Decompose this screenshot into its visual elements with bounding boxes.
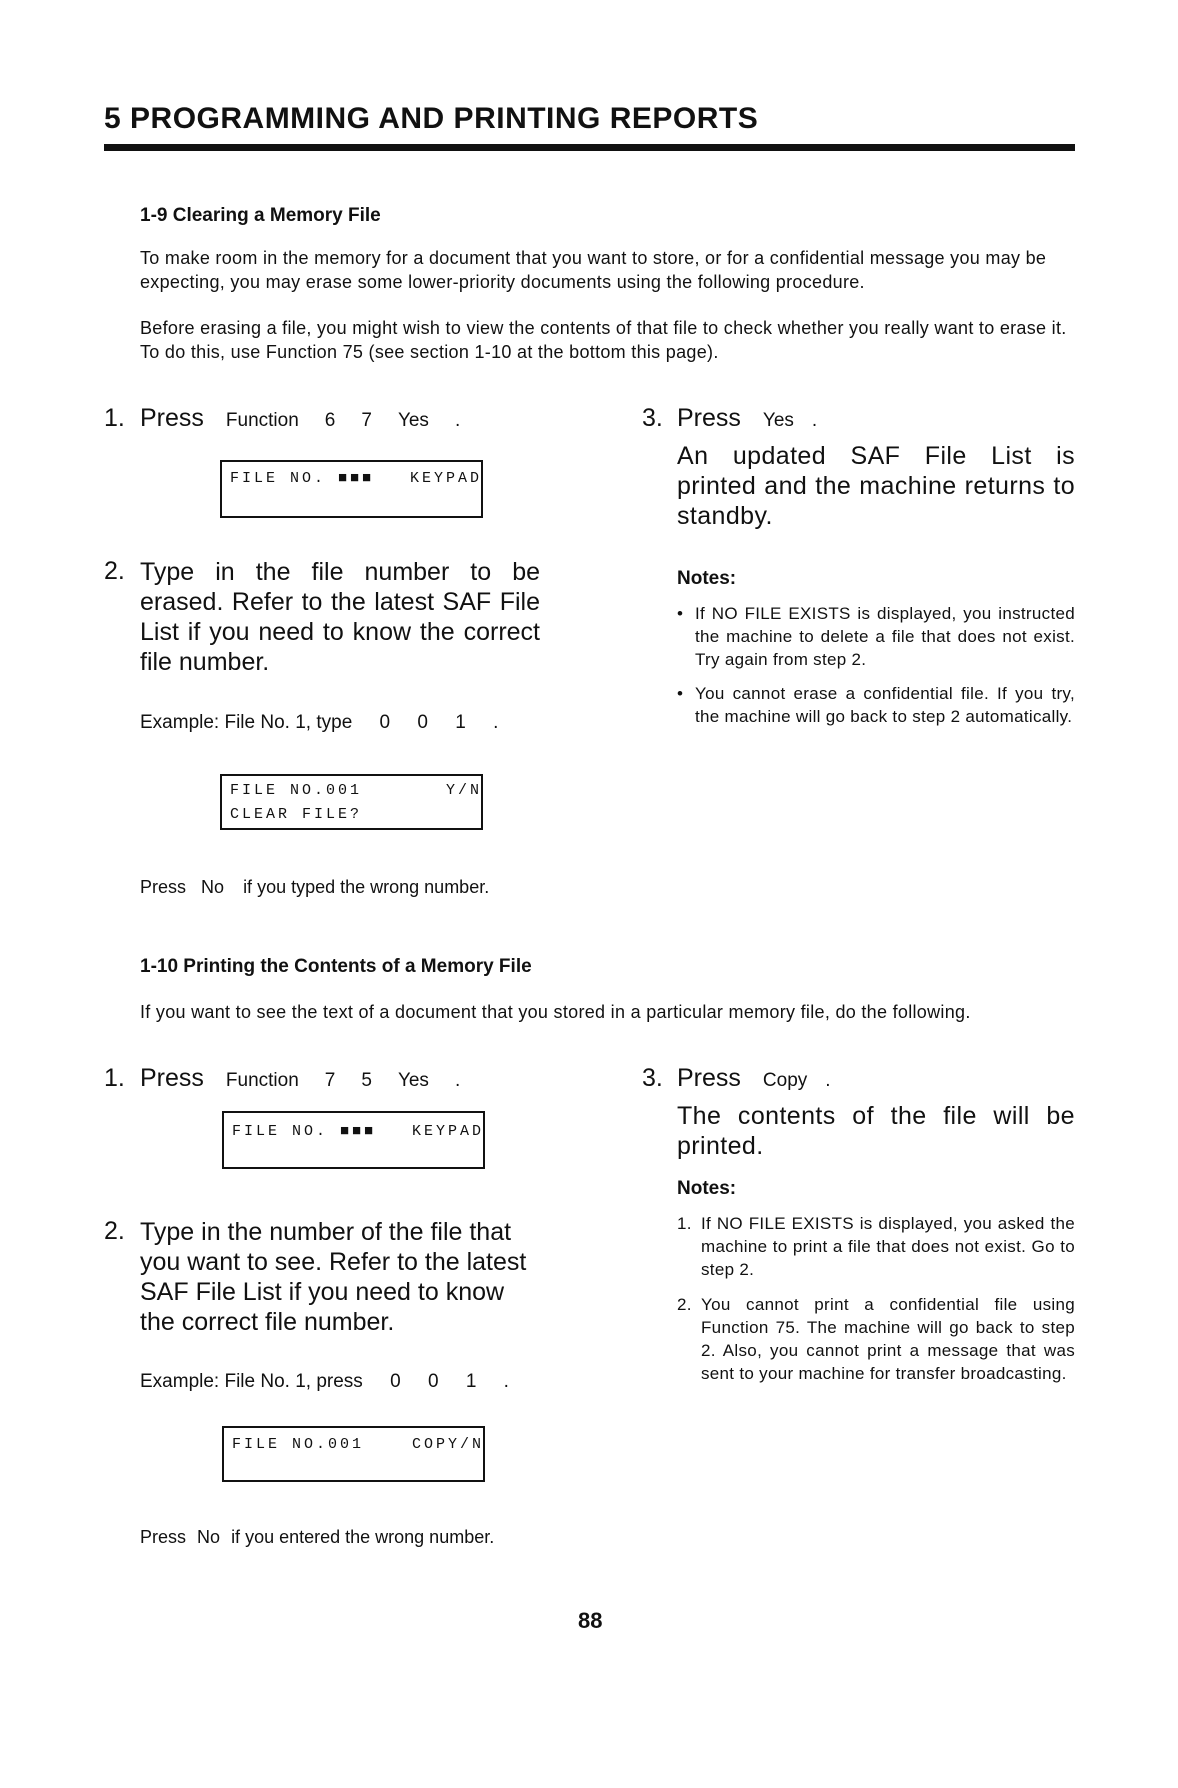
bullet-marker: •	[677, 604, 684, 623]
example-label: Example: File No. 1, press	[140, 1371, 363, 1392]
note-text: If NO FILE EXISTS is displayed, you asked the machine to print a file that does not exist. Go to step 2.	[701, 1214, 1075, 1279]
digit-key: 0	[379, 712, 391, 733]
digit-key: 1	[465, 1371, 477, 1392]
lcd-display	[220, 774, 483, 830]
intro-paragraph: Before erasing a file, you might wish to view the contents of that file to check whether you really want to erase it. To do this, use Function 75 (see section 1-10 at the bottom this page).	[140, 318, 1067, 362]
digit-key: 0	[390, 1371, 401, 1392]
period: .	[811, 410, 818, 431]
digit-key: 1	[455, 712, 466, 733]
key-sequence	[677, 1064, 831, 1093]
chapter-rule	[104, 144, 1075, 151]
intro-paragraph: If you want to see the text of a document that you stored in a particular memory file, do the following.	[140, 1002, 971, 1022]
period: .	[503, 1371, 509, 1392]
key-sequence	[140, 1064, 460, 1093]
note-item	[677, 602, 1075, 671]
chapter-title: 5 PROGRAMMING AND PRINTING REPORTS	[104, 102, 759, 135]
note-item	[677, 682, 1075, 728]
note-item	[677, 1293, 1075, 1385]
step-text: An updated SAF File List is printed and the machine returns to standby.	[677, 442, 1075, 530]
press-label: Press	[140, 1527, 187, 1547]
note-number: 1.	[677, 1214, 692, 1233]
press-label: Press	[140, 877, 187, 897]
press-no-line	[140, 877, 489, 898]
press-label: Press	[677, 1064, 741, 1092]
digit-key: 0	[427, 1371, 439, 1392]
step-number: 2.	[104, 557, 125, 585]
period: .	[825, 1070, 831, 1091]
note-text: If NO FILE EXISTS is displayed, you instructed the machine to delete a file that does not exist. Try again from step 2.	[695, 604, 1075, 669]
notes-heading: Notes:	[677, 568, 737, 589]
step-number: 3.	[642, 404, 663, 432]
lcd-line-1: FILE NO. ■■■ KEYPAD	[230, 470, 483, 487]
example-line	[140, 1371, 509, 1393]
lcd-display	[220, 460, 483, 518]
yes-key: Yes	[762, 410, 794, 431]
digit-key: 6	[324, 410, 336, 431]
page-number: 88	[578, 1608, 603, 1633]
lcd-line-1: FILE NO.001 Y/N	[230, 782, 483, 799]
yes-key: Yes	[397, 1070, 429, 1091]
lcd-line-2: CLEAR FILE?	[230, 806, 363, 823]
step-number: 2.	[104, 1217, 125, 1245]
digit-key: 0	[417, 712, 428, 733]
press-no-text: if you typed the wrong number.	[243, 877, 490, 897]
lcd-line-1: FILE NO.001 COPY/N	[232, 1436, 485, 1453]
press-no-text: if you entered the wrong number.	[231, 1527, 495, 1547]
function-key: Function	[225, 410, 299, 431]
section-title: 1-10 Printing the Contents of a Memory File	[140, 956, 532, 977]
key-sequence	[140, 404, 460, 433]
note-item	[677, 1212, 1075, 1281]
lcd-line-1: FILE NO. ■■■ KEYPAD	[232, 1123, 485, 1140]
no-key: No	[197, 1527, 221, 1547]
period: .	[493, 712, 499, 733]
section-title: 1-9 Clearing a Memory File	[140, 205, 381, 226]
digit-key: 7	[324, 1070, 336, 1091]
copy-key: Copy	[762, 1070, 808, 1091]
key-sequence	[677, 404, 817, 433]
press-no-line	[140, 1527, 494, 1548]
press-label: Press	[677, 404, 741, 432]
bullet-marker: •	[677, 684, 684, 703]
intro-paragraph: To make room in the memory for a document that you want to store, or for a confidential message you may be expecting, you may erase some lower-priority documents using the following procedure.	[140, 248, 1047, 292]
press-label: Press	[140, 404, 204, 432]
press-label: Press	[140, 1064, 204, 1092]
step-number: 1.	[104, 1064, 125, 1092]
digit-key: 7	[361, 410, 372, 431]
period: .	[454, 410, 461, 431]
lcd-display	[222, 1111, 485, 1169]
example-label: Example: File No. 1, type	[140, 712, 353, 733]
note-text: You cannot print a confidential file using Function 75. The machine will go back to step 2. Also, you cannot print a message that was sent to your machine for transfer broadcasting.	[701, 1295, 1075, 1383]
period: .	[454, 1070, 461, 1091]
step-text: The contents of the file will be printed.	[677, 1102, 1075, 1160]
note-number: 2.	[677, 1295, 692, 1314]
step-number: 1.	[104, 404, 125, 432]
no-key: No	[201, 877, 225, 897]
digit-key: 5	[361, 1070, 372, 1091]
notes-heading: Notes:	[677, 1178, 737, 1199]
function-key: Function	[225, 1070, 299, 1091]
example-line	[140, 712, 498, 734]
step-text: Type in the file number to be erased. Refer to the latest SAF File List if you need to know the correct file number.	[140, 558, 540, 676]
lcd-display	[222, 1426, 485, 1482]
step-text: Type in the number of the file that you want to see. Refer to the latest SAF File List if you need to know the correct file number.	[140, 1218, 527, 1336]
yes-key: Yes	[397, 410, 429, 431]
step-number: 3.	[642, 1064, 663, 1092]
note-text: You cannot erase a confidential file. If you try, the machine will go back to step 2 automatically.	[695, 684, 1075, 726]
